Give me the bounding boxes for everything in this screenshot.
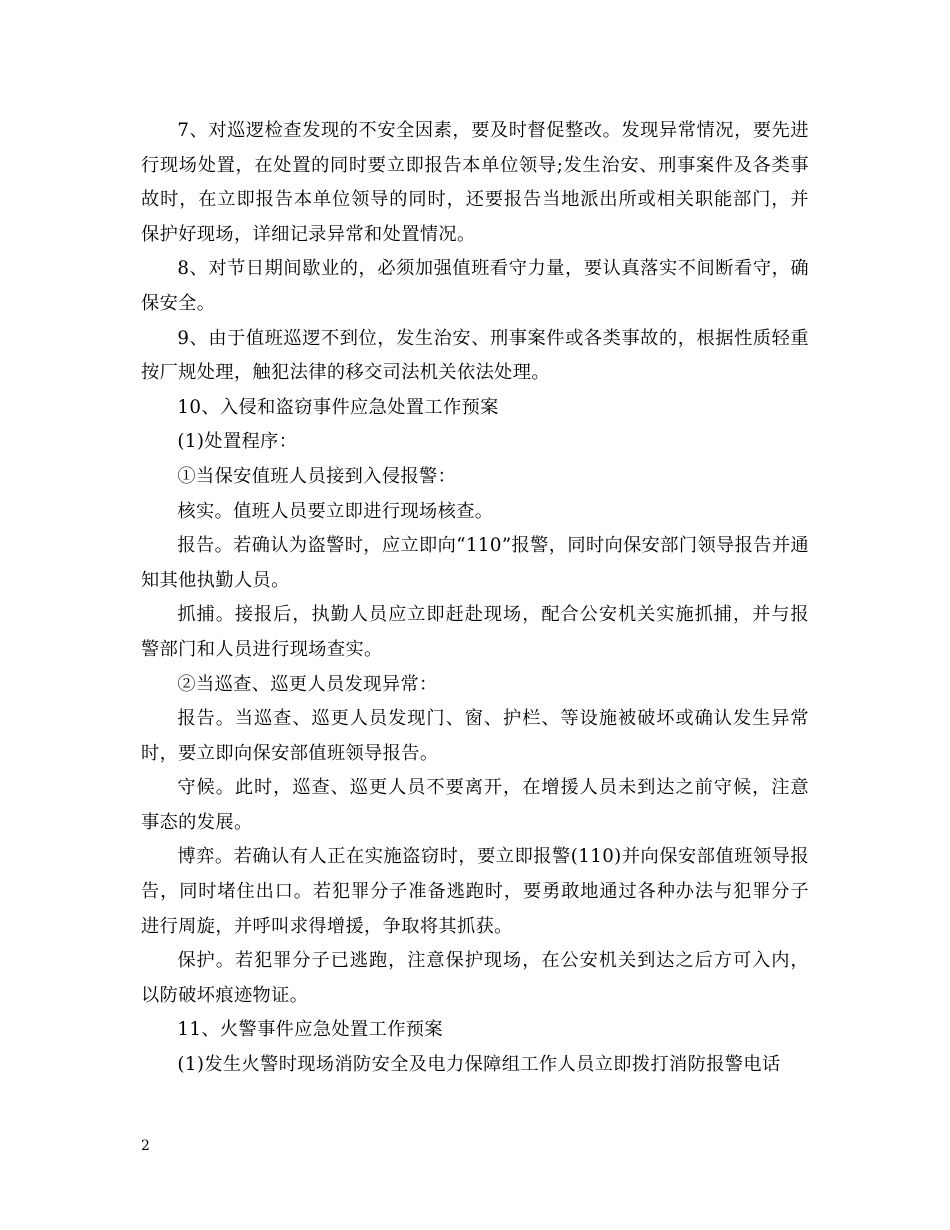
document-body <box>141 114 809 1083</box>
paragraph-report-110: 报告。若确认为盗警时，应立即向“110”报警，同时向保安部门领导报告并通知其他执勤人员。 <box>141 535 809 591</box>
paragraph-patrol-hazards: 7、对巡逻检查发现的不安全因素，要及时督促整改。发现异常情况，要先进行现场处置，在处置的同时要立即报告本单位领导;发生治安、刑事案件及各类事故时，在立即报告本单位领导的同时，还要报告当地派出所或相关职能部门，并保护好现场，详细记录异常和处置情况。 <box>141 120 809 245</box>
subheading-patrol-anomaly: ②当巡查、巡更人员发现异常： <box>177 673 438 695</box>
paragraph-report-damage: 报告。当巡查、巡更人员发现门、窗、护栏、等设施被破坏或确认发生异常时，要立即向保安部值班领导报告。 <box>141 708 809 764</box>
section-heading-fire: 11、火警事件应急处置工作预案 <box>177 1019 443 1041</box>
paragraph-verify: 核实。值班人员要立即进行现场核查。 <box>177 500 494 522</box>
section-heading-intrusion-theft: 10、入侵和盗窃事件应急处置工作预案 <box>177 396 499 418</box>
page-number: 2 <box>141 1138 150 1154</box>
paragraph-arrest: 抓捕。接报后，执勤人员应立即赶赴现场，配合公安机关实施抓捕，并与报警部门和人员进行现场查实。 <box>141 604 809 660</box>
paragraph-fire-step-1: (1)发生火警时现场消防安全及电力保障组工作人员立即拨打消防报警电话 <box>177 1054 781 1076</box>
paragraph-standby: 守候。此时，巡查、巡更人员不要离开，在增援人员未到达之前守候，注意事态的发展。 <box>141 777 809 833</box>
subheading-procedure: (1)处置程序： <box>177 431 298 453</box>
paragraph-duty-failure: 9、由于值班巡逻不到位，发生治安、刑事案件或各类事故的，根据性质轻重按厂规处理，触犯法律的移交司法机关依法处理。 <box>141 327 809 384</box>
paragraph-holiday-duty: 8、对节日期间歇业的，必须加强值班看守力量，要认真落实不间断看守，确保安全。 <box>141 258 809 314</box>
paragraph-confront: 博弈。若确认有人正在实施盗窃时，要立即报警(110)并向保安部值班领导报告，同时堵住出口。若犯罪分子准备逃跑时，要勇敢地通过各种办法与犯罪分子进行周旋，并呼叫求得增援，争取将其抓获。 <box>141 846 809 937</box>
subheading-intrusion-alarm: ①当保安值班人员接到入侵报警： <box>177 465 457 487</box>
paragraph-protect-scene: 保护。若犯罪分子已逃跑，注意保护现场，在公安机关到达之后方可入内，以防破坏痕迹物证。 <box>141 950 809 1006</box>
